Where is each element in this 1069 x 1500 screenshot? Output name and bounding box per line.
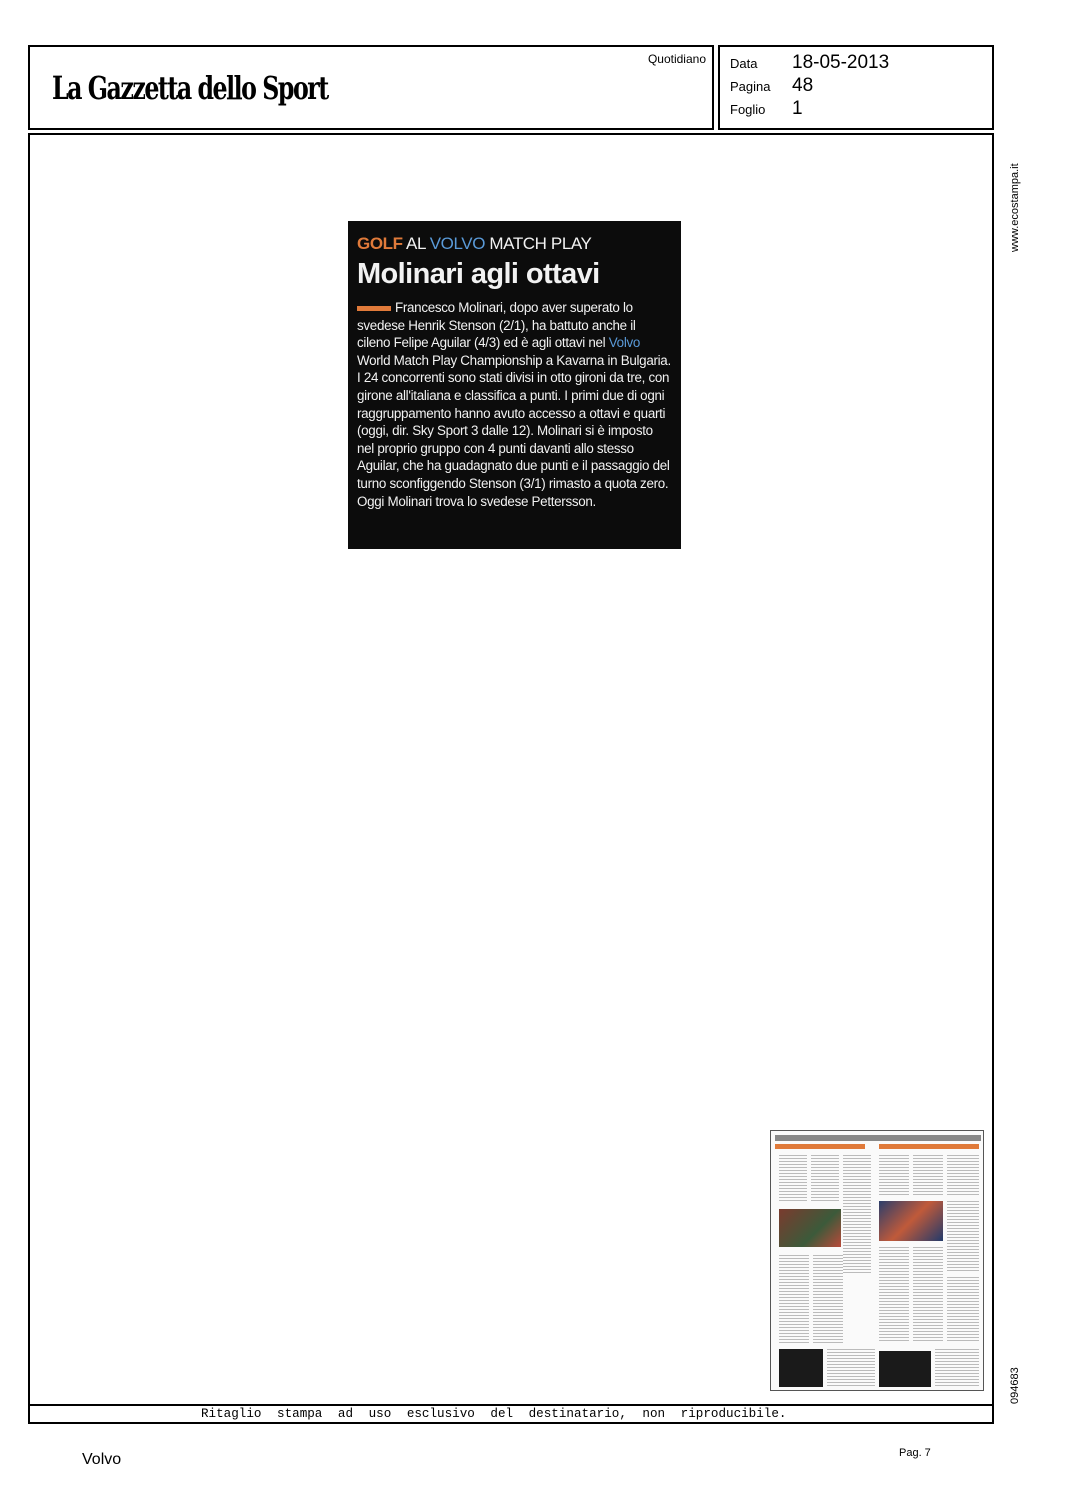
meta-label: Pagina [730,79,771,94]
article-kicker [357,234,672,254]
masthead-logo: La Gazzetta dello Sport [52,69,328,107]
meta-value: 1 [792,98,803,119]
thumbnail-photo [879,1201,943,1241]
body-part-1: Francesco Molinari, dopo aver superato lo svedese Henrik Stenson (2/1), ha battuto anche il cileno Felipe Aguilar (4/3) ed è agli ottavi nel [357,300,636,351]
footer-page: Pag. 7 [899,1447,931,1459]
thumbnail-column [913,1155,943,1195]
article-body [357,299,672,510]
thumbnail-column [811,1155,839,1203]
thumbnail-column [843,1155,871,1275]
kicker-sport: GOLF [357,234,403,253]
article-headline: Molinari agli ottavi [357,258,600,290]
thumbnail-column [947,1201,979,1271]
footer-client: Volvo [82,1451,122,1468]
kicker-event: MATCH PLAY [489,234,592,253]
meta-row-data [730,52,889,74]
meta-row-foglio [730,98,803,120]
meta-label: Foglio [730,102,766,117]
side-code: 094683 [1009,1367,1021,1404]
article-box [348,221,681,549]
thumbnail-dark-box [879,1351,931,1387]
thumbnail-column [779,1255,809,1343]
meta-label: Data [730,56,758,71]
thumbnail-column [879,1247,909,1343]
thumbnail-header-bar [775,1135,981,1141]
header-meta-box [718,45,994,130]
thumbnail-dark-box [779,1349,823,1387]
thumbnail-section-bar [775,1144,865,1149]
thumbnail-column [947,1277,979,1343]
thumbnail-photo [779,1209,841,1247]
body-part-2: World Match Play Championship a Kavarna in Bulgaria. I 24 concorrenti sono stati divisi in otto gironi da tre, con girone all'italiana e classifica a punti. I primi due di ogni raggruppamento hanno avuto accesso a ottavi e quarti (oggi, dir. Sky Sport 3 dalle 12). Molinari si è imposto nel proprio gruppo con 4 punti davanti allo stesso Aguilar, che ha guadagnato due punti e il passaggio del turno sconfiggendo Stenson (3/1) rimasto a quota zero. Oggi Molinari trova lo svedese Pettersson. [357,352,671,509]
thumbnail-column [827,1349,875,1387]
thumbnail-column [813,1255,843,1343]
thumbnail-column [913,1247,943,1343]
body-brand: Volvo [608,335,641,351]
thumbnail-column [879,1155,909,1195]
side-url: www.ecostampa.it [1009,163,1021,252]
thumbnail-column [947,1155,979,1195]
header-masthead-box [28,45,714,130]
thumbnail-column [935,1349,979,1387]
kicker-mid: AL [406,234,426,253]
meta-value: 48 [792,75,814,96]
meta-row-pagina [730,75,813,97]
thumbnail-column [779,1155,807,1203]
page-thumbnail [770,1130,984,1391]
periodicity-label: Quotidiano [647,52,706,66]
meta-value: 18-05-2013 [792,52,890,73]
paragraph-marker [357,306,391,311]
thumbnail-section-bar [879,1144,979,1149]
kicker-brand: VOLVO [429,234,486,253]
disclaimer-line: Ritaglio stampa ad uso esclusivo del destinatario, non riproducibile. [30,1404,992,1422]
